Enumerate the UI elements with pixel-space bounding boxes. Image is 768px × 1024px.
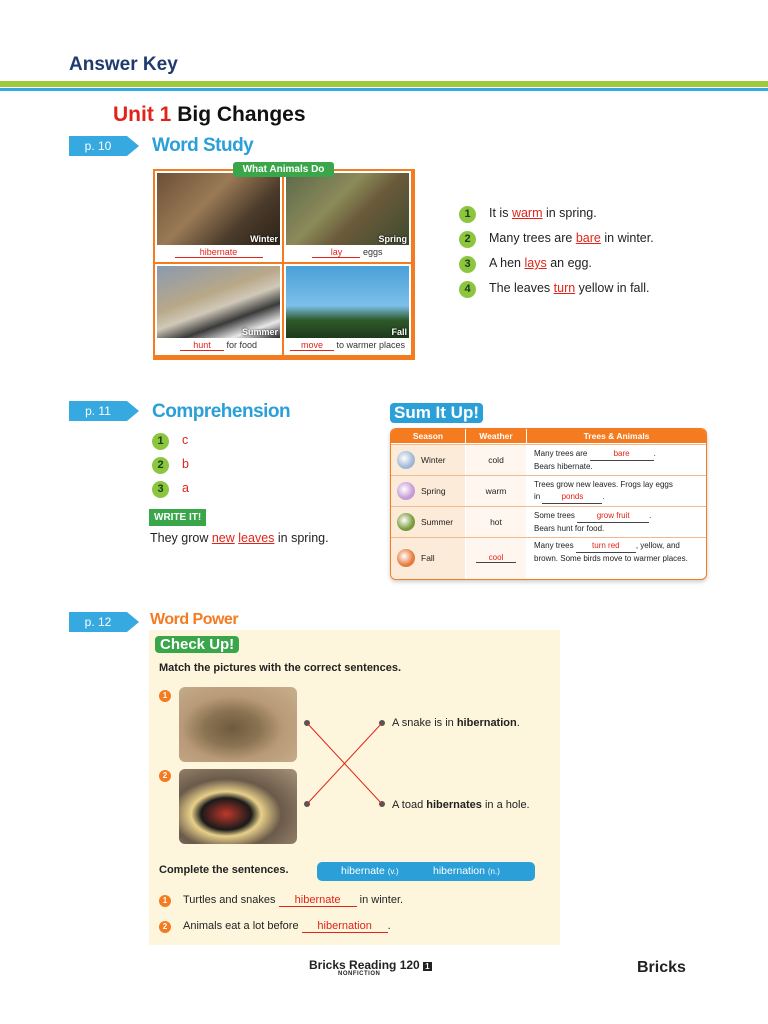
cell-summer	[155, 264, 282, 355]
footer-sub: NONFICTION	[338, 971, 381, 977]
unit-number: Unit 1	[113, 103, 172, 126]
match-sentence-1: A snake is in hibernation.	[392, 717, 520, 729]
what-animals-do-banner: What Animals Do	[233, 162, 334, 177]
table-row: Summer hot Some trees grow fruit . Bears hunt for food.	[391, 506, 706, 538]
write-it-sentence: They grow new leaves in spring.	[150, 531, 329, 545]
what-animals-do-box	[153, 169, 415, 360]
complete-sentence-2: Animals eat a lot before hibernation .	[183, 920, 391, 932]
ws-sentence-2: 2 Many trees are bare in winter.	[459, 231, 654, 248]
word-power-title: Word Power	[150, 611, 239, 628]
write-it-badge: WRITE IT!	[149, 509, 206, 526]
snake-photo	[179, 769, 297, 844]
unit-heading	[113, 103, 306, 127]
cell-spring	[284, 171, 411, 262]
cell-winter	[155, 171, 282, 262]
match-lines	[300, 715, 390, 815]
match-instruction: Match the pictures with the correct sentences.	[159, 662, 402, 674]
comp-answer-3: 3 a	[152, 481, 189, 498]
check-up-badge: Check Up!	[155, 636, 239, 653]
table-row: Spring warm Trees grow new leaves. Frogs lay eggs in ponds .	[391, 475, 706, 507]
page-tag-11: p. 11	[69, 401, 127, 421]
word-study-title: Word Study	[152, 135, 254, 156]
toad-in-hole-photo	[179, 687, 297, 762]
season-icon	[397, 513, 415, 531]
answer-key-title: Answer Key	[69, 54, 178, 75]
season-label: Summer	[241, 327, 278, 337]
complete-number-2: 2	[159, 921, 171, 933]
caption: move to warmer places	[284, 340, 411, 351]
complete-number-1: 1	[159, 895, 171, 907]
comprehension-title: Comprehension	[152, 401, 291, 422]
comp-answer-2: 2 b	[152, 457, 189, 474]
table-row: Winter cold Many trees are bare . Bears hibernate.	[391, 444, 706, 476]
footer-brand: Bricks Reading 120 1	[309, 958, 430, 972]
header-stripe-blue	[0, 88, 768, 91]
ws-sentence-3: 3 A hen lays an egg.	[459, 256, 592, 273]
season-icon	[397, 451, 415, 469]
match-number-1: 1	[159, 690, 171, 702]
bricks-logo: Bricks	[637, 959, 686, 976]
caption: hibernate	[155, 247, 282, 258]
header-weather: Weather	[466, 429, 526, 443]
header-trees-animals: Trees & Animals	[527, 429, 706, 443]
caption: hunt for food	[155, 340, 282, 351]
unit-name: Big Changes	[177, 103, 306, 126]
vocab-box: hibernate (v.) hibernation (n.)	[317, 862, 535, 881]
match-sentence-2: A toad hibernates in a hole.	[392, 799, 530, 811]
page-tag-12: p. 12	[69, 612, 127, 632]
complete-label: Complete the sentences.	[159, 864, 289, 876]
header-season: Season	[391, 429, 465, 443]
ws-sentence-4: 4 The leaves turn yellow in fall.	[459, 281, 650, 298]
ws-sentence-1: 1 It is warm in spring.	[459, 206, 597, 223]
comp-answer-1: 1 c	[152, 433, 188, 450]
cell-fall	[284, 264, 411, 355]
season-label: Fall	[391, 327, 407, 337]
sum-it-up-table	[390, 428, 707, 580]
complete-sentence-1: Turtles and snakes hibernate in winter.	[183, 894, 404, 906]
season-icon	[397, 549, 415, 567]
season-label: Winter	[250, 234, 278, 244]
match-number-2: 2	[159, 770, 171, 782]
table-row: Fall cool Many trees turn red , yellow, and brown. Some birds move to warmer places.	[391, 537, 706, 580]
sum-it-up-title: Sum It Up!	[390, 403, 483, 423]
season-label: Spring	[378, 234, 407, 244]
caption: lay eggs	[284, 247, 411, 258]
season-icon	[397, 482, 415, 500]
page-tag-10: p. 10	[69, 136, 127, 156]
header-stripe-green	[0, 81, 768, 87]
